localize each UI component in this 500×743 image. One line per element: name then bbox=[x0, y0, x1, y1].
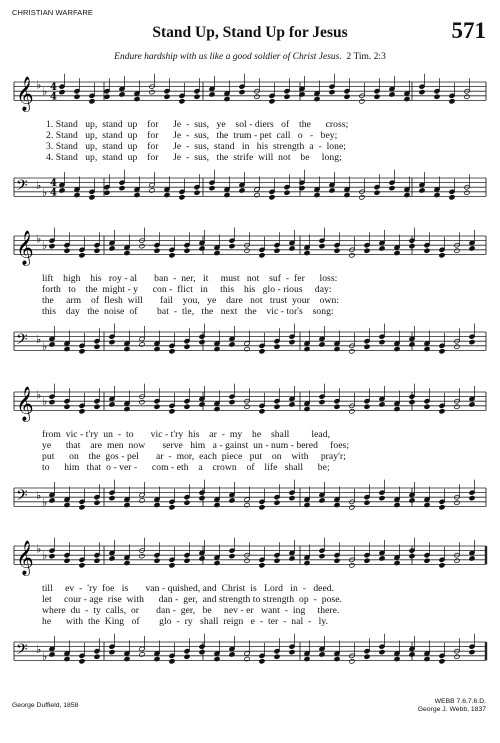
svg-text:♭: ♭ bbox=[36, 78, 42, 92]
lyric-line: lift high his roy - al ban - ner, it must not suf - fer loss: bbox=[42, 273, 338, 284]
treble-staff bbox=[0, 536, 500, 576]
treble-staff bbox=[0, 382, 500, 422]
lyric-line: 3. Stand up, stand up for Je - sus, stand in his strength a - lone; bbox=[46, 141, 347, 152]
svg-text:4: 4 bbox=[50, 178, 57, 190]
bass-staff bbox=[0, 322, 500, 362]
epigraph-text: Endure hardship with us like a good soldier of Christ Jesus. bbox=[114, 52, 342, 62]
svg-text:𝄞: 𝄞 bbox=[16, 540, 34, 576]
svg-text:♭: ♭ bbox=[42, 185, 48, 199]
svg-text:♭: ♭ bbox=[36, 642, 42, 656]
svg-text:♭: ♭ bbox=[42, 85, 48, 99]
lyric-line: he with the King of glo - ry shall reign e - ter - nal - ly. bbox=[42, 616, 329, 627]
svg-text:4: 4 bbox=[50, 91, 57, 103]
lyric-line: let cour - age rise with dan - ger, and strength to strength op - pose. bbox=[42, 594, 342, 605]
section-heading: CHRISTIAN WARFARE bbox=[12, 8, 94, 17]
epigraph bbox=[0, 52, 500, 62]
lyric-line: 4. Stand up, stand up for Je - sus, the strife will not be long; bbox=[46, 152, 342, 163]
svg-text:♭: ♭ bbox=[36, 232, 42, 246]
lyric-line: to him that o - ver - com - eth a crown of life shall be; bbox=[42, 462, 330, 473]
svg-text:𝄞: 𝄞 bbox=[16, 76, 34, 112]
svg-text:♭: ♭ bbox=[42, 339, 48, 353]
svg-text:♭: ♭ bbox=[42, 549, 48, 563]
lyric-line: the arm of flesh will fail you, ye dare not trust your own: bbox=[42, 295, 340, 306]
hymn-title: Stand Up, Stand Up for Jesus bbox=[152, 24, 348, 41]
lyric-line: from vic - t'ry un - to vic - t'ry his ar - my he shall lead, bbox=[42, 429, 331, 440]
svg-text:𝄢: 𝄢 bbox=[16, 331, 28, 353]
epigraph-reference: 2 Tim. 2:3 bbox=[346, 52, 386, 62]
lyric-line: forth to the might - y con - flict in this his glo - rious day: bbox=[42, 284, 332, 295]
svg-text:4: 4 bbox=[50, 187, 57, 199]
lyric-line: till ev - 'ry foe is van - quished, and Christ is Lord in - deed. bbox=[42, 583, 335, 594]
svg-text:♭: ♭ bbox=[42, 239, 48, 253]
lyric-line: put on the gos - pel ar - mor, each piece put on with pray'r; bbox=[42, 451, 346, 462]
svg-text:♭: ♭ bbox=[36, 388, 42, 402]
svg-text:𝄢: 𝄢 bbox=[16, 487, 28, 509]
bass-staff bbox=[0, 478, 500, 518]
lyric-line: 2. Stand up, stand up for Je - sus, the trum - pet call o - bey; bbox=[46, 130, 338, 141]
tune-credit bbox=[418, 698, 486, 714]
svg-text:♭: ♭ bbox=[36, 542, 42, 556]
bass-staff bbox=[0, 632, 500, 672]
svg-text:𝄞: 𝄞 bbox=[16, 386, 34, 422]
svg-text:♭: ♭ bbox=[42, 495, 48, 509]
lyric-line: 1. Stand up, stand up for Je - sus, ye sol - diers of the cross; bbox=[46, 119, 349, 130]
lyric-line: ye that are men now serve him a - gainst un - num - bered foes; bbox=[42, 440, 350, 451]
lyric-line: this day the noise of bat - tle, the next the vic - tor's song: bbox=[42, 306, 334, 317]
svg-text:𝄞: 𝄞 bbox=[16, 230, 34, 266]
svg-text:𝄢: 𝄢 bbox=[16, 177, 28, 199]
svg-text:♭: ♭ bbox=[42, 649, 48, 663]
tune-name-meter: WEBB 7.6.7.6.D. bbox=[434, 698, 486, 705]
lyric-line: where du - ty calls, or dan - ger, be nev - er want - ing there. bbox=[42, 605, 340, 616]
svg-text:4: 4 bbox=[50, 82, 57, 94]
hymn-number: 571 bbox=[451, 18, 486, 43]
tune-composer: George J. Webb, 1837 bbox=[417, 706, 486, 713]
text-author: George Duffield, 1858 bbox=[12, 702, 79, 709]
treble-staff bbox=[0, 226, 500, 266]
svg-text:𝄢: 𝄢 bbox=[16, 641, 28, 663]
svg-text:♭: ♭ bbox=[36, 178, 42, 192]
svg-text:♭: ♭ bbox=[36, 488, 42, 502]
bass-staff bbox=[0, 168, 500, 208]
treble-staff bbox=[0, 72, 500, 112]
svg-text:♭: ♭ bbox=[36, 332, 42, 346]
svg-text:♭: ♭ bbox=[42, 395, 48, 409]
